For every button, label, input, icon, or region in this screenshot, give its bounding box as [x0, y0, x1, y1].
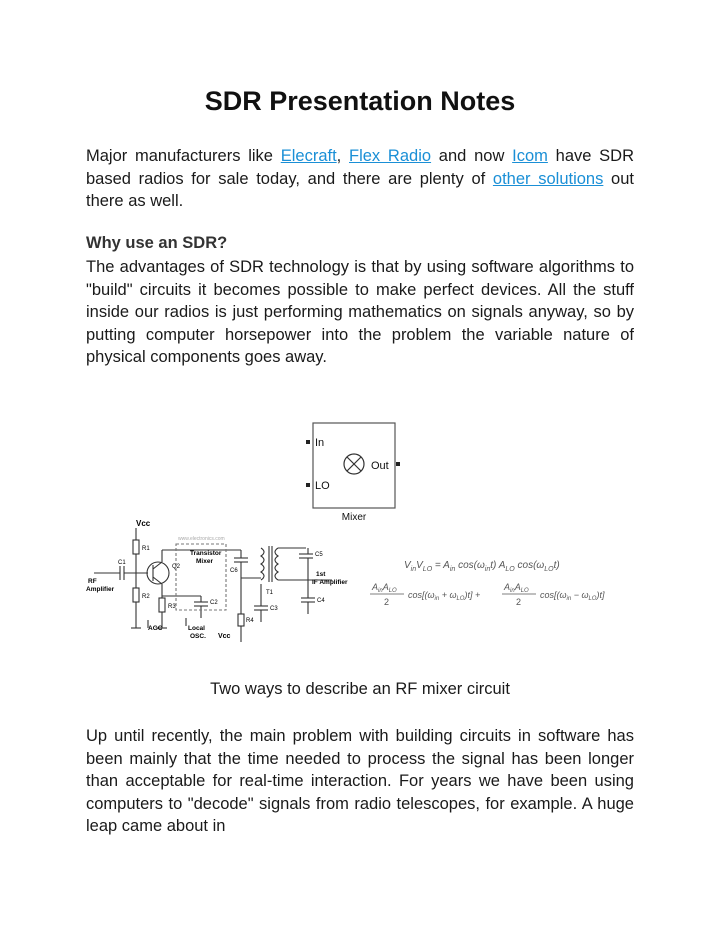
c2-label: C2 [210, 600, 218, 606]
c5-label: C5 [315, 552, 323, 558]
mixer-equations [364, 548, 634, 618]
r3-label: R3 [168, 604, 176, 610]
equation-line-2b: $\cos[(\omega_{in} + \omega_{LO})t]$ + [408, 590, 481, 602]
page-title: SDR Presentation Notes [204, 86, 516, 116]
intro-text: , [336, 147, 350, 165]
r1-label: R1 [142, 546, 150, 552]
in-label: In [315, 437, 325, 449]
agc-label: AGC [148, 625, 163, 632]
resistor-r2 [133, 588, 139, 602]
out-label: Out [371, 460, 389, 472]
r4-label: R4 [246, 618, 254, 624]
c1-label: C1 [118, 560, 126, 566]
if-amp-label: 1st [316, 571, 326, 578]
r2-label: R2 [142, 594, 150, 600]
resistor-r3 [159, 598, 165, 612]
q2-label: Q2 [172, 564, 181, 570]
intro-text: Major manufacturers like [86, 147, 281, 165]
vcc-bottom-label: Vcc [218, 633, 231, 640]
transistor-mixer-schematic [86, 518, 364, 646]
intro-paragraph [86, 145, 634, 213]
equation-line-2d: $\cos[(\omega_{in} - \omega_{LO})t]$ [540, 590, 605, 602]
flex-radio-link[interactable]: Flex Radio [349, 147, 432, 165]
mixer-block-diagram [300, 418, 410, 524]
if-amp-label: IF Amplifier [312, 579, 348, 586]
other-solutions-link[interactable]: other solutions [492, 169, 604, 188]
icom-link[interactable]: Icom [512, 147, 548, 165]
figure-caption: Two ways to describe an RF mixer circuit [210, 680, 510, 698]
equation-denominator: 2 [384, 597, 390, 607]
intro-text: out there as well. [86, 169, 634, 210]
c6-label: C6 [230, 568, 238, 574]
section-heading: Why use an SDR? [86, 234, 228, 252]
lo-port [306, 483, 310, 487]
c4-label: C4 [317, 598, 325, 604]
watermark: www.electronics.com [178, 536, 225, 542]
t1-label: T1 [266, 590, 274, 596]
equation-line-2a: $A_{in}A_{LO}$ [372, 582, 397, 594]
body-paragraph: Up until recently, the main problem with building circuits in software has been mainly that the time needed to process the signal has been longer than acceptable for real-time interaction. For years we have been using computers to "decode" signals from radio telescopes, for example. A huge leap came about in [86, 727, 634, 835]
transistor-mixer-label: Transistor [190, 550, 222, 557]
c3-label: C3 [270, 606, 278, 612]
vcc-top-label: Vcc [136, 519, 151, 528]
resistor-r1 [133, 540, 139, 554]
resistor-r4 [238, 614, 244, 626]
transformer-t1 [261, 548, 264, 580]
local-osc-label: Local [188, 625, 205, 632]
out-port [396, 462, 400, 466]
rf-amp-label: RF [88, 578, 97, 585]
intro-text: and now [431, 147, 513, 165]
lo-label: LO [315, 480, 330, 492]
equation-line-1: $V_{in}V_{LO} = A_{in}$ $\cos(\omega_{in}t)$ $A_{LO}$ $\cos(\omega_{LO}t)$ [404, 560, 560, 573]
local-osc-label: OSC. [190, 633, 206, 640]
equation-denominator: 2 [516, 597, 522, 607]
rf-amp-label: Amplifier [86, 586, 115, 593]
intro-text: have SDR based radios for sale today, and there are plenty of [86, 147, 635, 188]
transistor-mixer-label: Mixer [196, 558, 213, 565]
elecraft-link[interactable]: Elecraft [280, 147, 337, 165]
equation-line-2c: $A_{in}A_{LO}$ [504, 582, 529, 594]
mixer-name: Mixer [341, 512, 367, 523]
advantages-paragraph: The advantages of SDR technology is that by using software algorithms to "build" circuits it becomes possible to make perfect devices. All the stuff inside our radios is just performing mathematics on signals anyway, so by putting computer horsepower into the problem the variable nature of physical components goes away. [86, 258, 634, 366]
in-port [306, 440, 310, 444]
